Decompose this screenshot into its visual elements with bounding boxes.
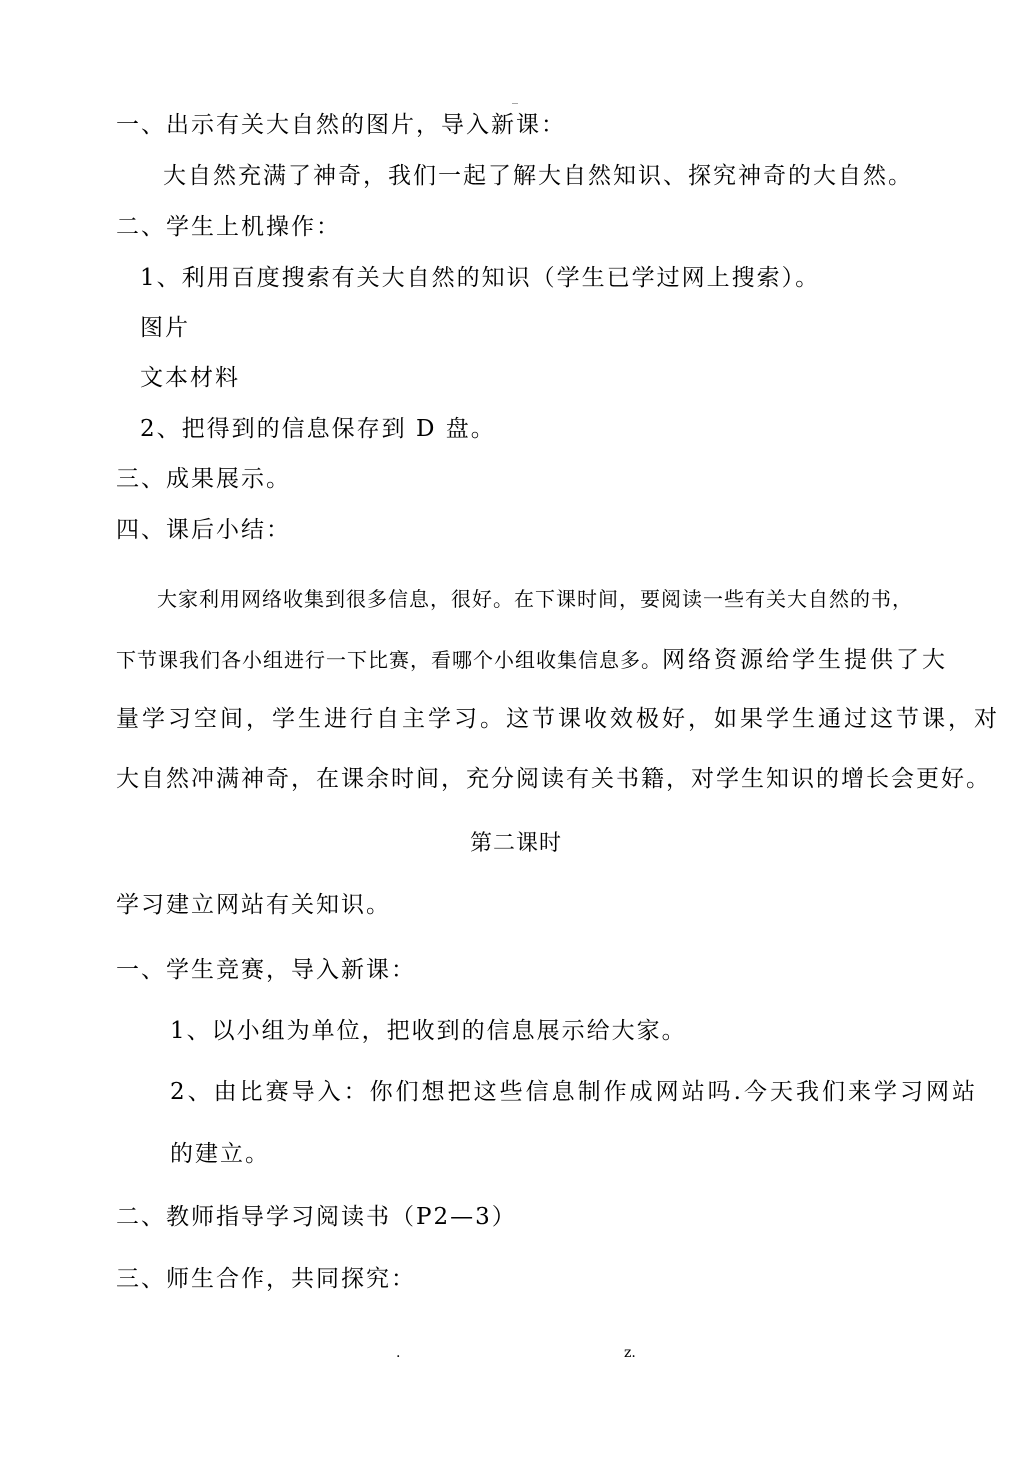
section-heading-1: 一、出示有关大自然的图片，导入新课：	[116, 112, 566, 138]
list-item-3: 1、以小组为单位，把收到的信息展示给大家。	[170, 1018, 687, 1044]
footer-right-mark: z.	[624, 1345, 636, 1361]
section-heading-6: 二、教师指导学习阅读书（P2—3）	[116, 1204, 517, 1230]
list-item-2: 2、把得到的信息保存到 D 盘。	[140, 416, 496, 442]
section-heading-3: 三、成果展示。	[116, 466, 291, 492]
section-heading-7: 三、师生合作，共同探究：	[116, 1266, 416, 1292]
list-item-1: 1、利用百度搜索有关大自然的知识（学生已学过网上搜索）。	[140, 265, 821, 291]
summary-line-4: 大自然冲满神奇，在课余时间，充分阅读有关书籍，对学生知识的增长会更好。	[116, 766, 991, 792]
summary-line-1: 大家利用网络收集到很多信息，很好。在下课时间，要阅读一些有关大自然的书，	[157, 587, 913, 611]
paragraph-intro: 大自然充满了神奇，我们一起了解大自然知识、探究神奇的大自然。	[163, 163, 913, 189]
sub-item-images: 图片	[140, 315, 190, 341]
summary-line-2-part-a: 下节课我们各小组进行一下比赛，看哪个小组收集信息多。	[116, 648, 662, 672]
header-mark: _	[512, 90, 518, 104]
summary-line-2-part-b: 网络资源给学生提供了大	[662, 647, 948, 673]
summary-line-2	[116, 645, 948, 675]
lesson-topic: 学习建立网站有关知识。	[116, 892, 391, 918]
list-item-4-continued: 的建立。	[170, 1141, 270, 1167]
section-heading-2: 二、学生上机操作：	[116, 214, 341, 240]
summary-line-3: 量学习空间，学生进行自主学习。这节课收效极好，如果学生通过这节课，对	[116, 706, 1000, 732]
section-heading-4: 四、课后小结：	[116, 517, 291, 543]
footer-left-mark: .	[396, 1345, 401, 1361]
lesson-title: 第二课时	[469, 831, 562, 856]
section-heading-5: 一、学生竞赛，导入新课：	[116, 957, 416, 983]
sub-item-text-materials: 文本材料	[140, 365, 240, 391]
list-item-4: 2、由比赛导入：你们想把这些信息制作成网站吗.今天我们来学习网站	[170, 1079, 978, 1105]
